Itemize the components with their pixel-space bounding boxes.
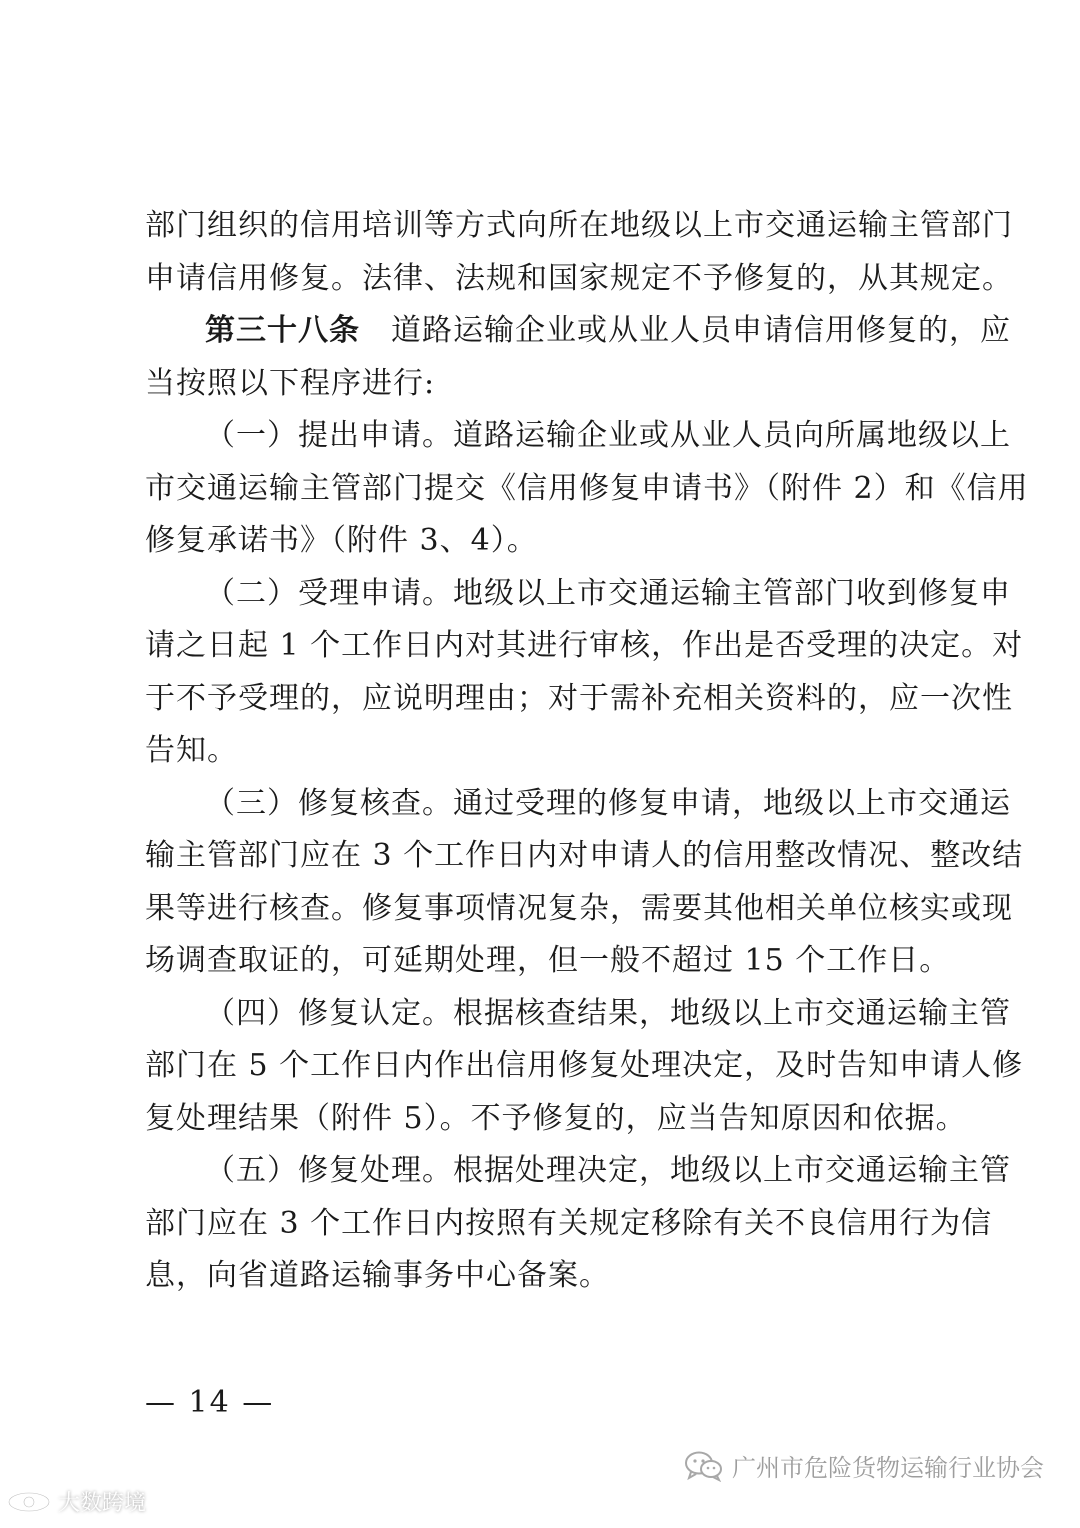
- site-name: 大数跨境: [58, 1491, 147, 1516]
- account-name: 广州市危险货物运输行业协会: [732, 1454, 1044, 1482]
- text-line: （三）修复核查。通过受理的修复申请，地级以上市交通运: [205, 785, 1011, 821]
- text-line: 市交通运输主管部门提交《信用修复申请书》（附件 2）和《信用: [145, 470, 1029, 506]
- text-line: （一）提出申请。道路运输企业或从业人员向所属地级以上: [205, 418, 1011, 453]
- wechat-icon: [684, 1450, 724, 1482]
- text-line: 输主管部门应在 3 个工作日内对申请人的信用整改情况、整改结: [145, 838, 1024, 873]
- text-line: 当按照以下程序进行:: [145, 365, 436, 401]
- text-line: 修复承诺书》（附件 3、4）。: [145, 523, 538, 558]
- article-heading-line: [145, 305, 1011, 358]
- text-line: 复处理结果（附件 5）。不予修复的，应当告知原因和依据。: [145, 1100, 967, 1136]
- text-line: 果等进行核查。修复事项情况复杂，需要其他相关单位核实或现: [145, 890, 1013, 926]
- text-line: （二）受理申请。地级以上市交通运输主管部门收到修复申: [205, 575, 1011, 611]
- site-watermark: [6, 1486, 146, 1517]
- text-line: （五）修复处理。根据处理决定，地级以上市交通运输主管: [205, 1153, 1011, 1188]
- text-line: 告知。: [145, 733, 238, 768]
- eye-logo-icon: [6, 1490, 52, 1514]
- text-line: 于不予受理的，应说明理由；对于需补充相关资料的，应一次性: [145, 680, 1013, 716]
- text-line: 申请信用修复。法律、法规和国家规定不予修复的，从其规定。: [145, 260, 1013, 296]
- document-body: [145, 200, 1029, 1303]
- text-line: 场调查取证的，可延期处理，但一般不超过 15 个工作日。: [145, 943, 951, 978]
- article-number: 第三十八条: [205, 313, 360, 348]
- page-number: — 14 —: [145, 1385, 275, 1420]
- text-line: 部门应在 3 个工作日内按照有关规定移除有关不良信用行为信: [145, 1205, 993, 1241]
- text-line: 部门组织的信用培训等方式向所在地级以上市交通运输主管部门: [145, 208, 1013, 243]
- account-watermark: [684, 1448, 1044, 1483]
- text-line: 请之日起 1 个工作日内对其进行审核，作出是否受理的决定。对: [145, 628, 1024, 663]
- article-text: 道路运输企业或从业人员申请信用修复的，应: [360, 313, 1011, 348]
- text-line: 部门在 5 个工作日内作出信用修复处理决定，及时告知申请人修: [145, 1048, 1024, 1083]
- text-line: （四）修复认定。根据核查结果，地级以上市交通运输主管: [205, 995, 1011, 1031]
- text-line: 息，向省道路运输事务中心备案。: [145, 1258, 610, 1293]
